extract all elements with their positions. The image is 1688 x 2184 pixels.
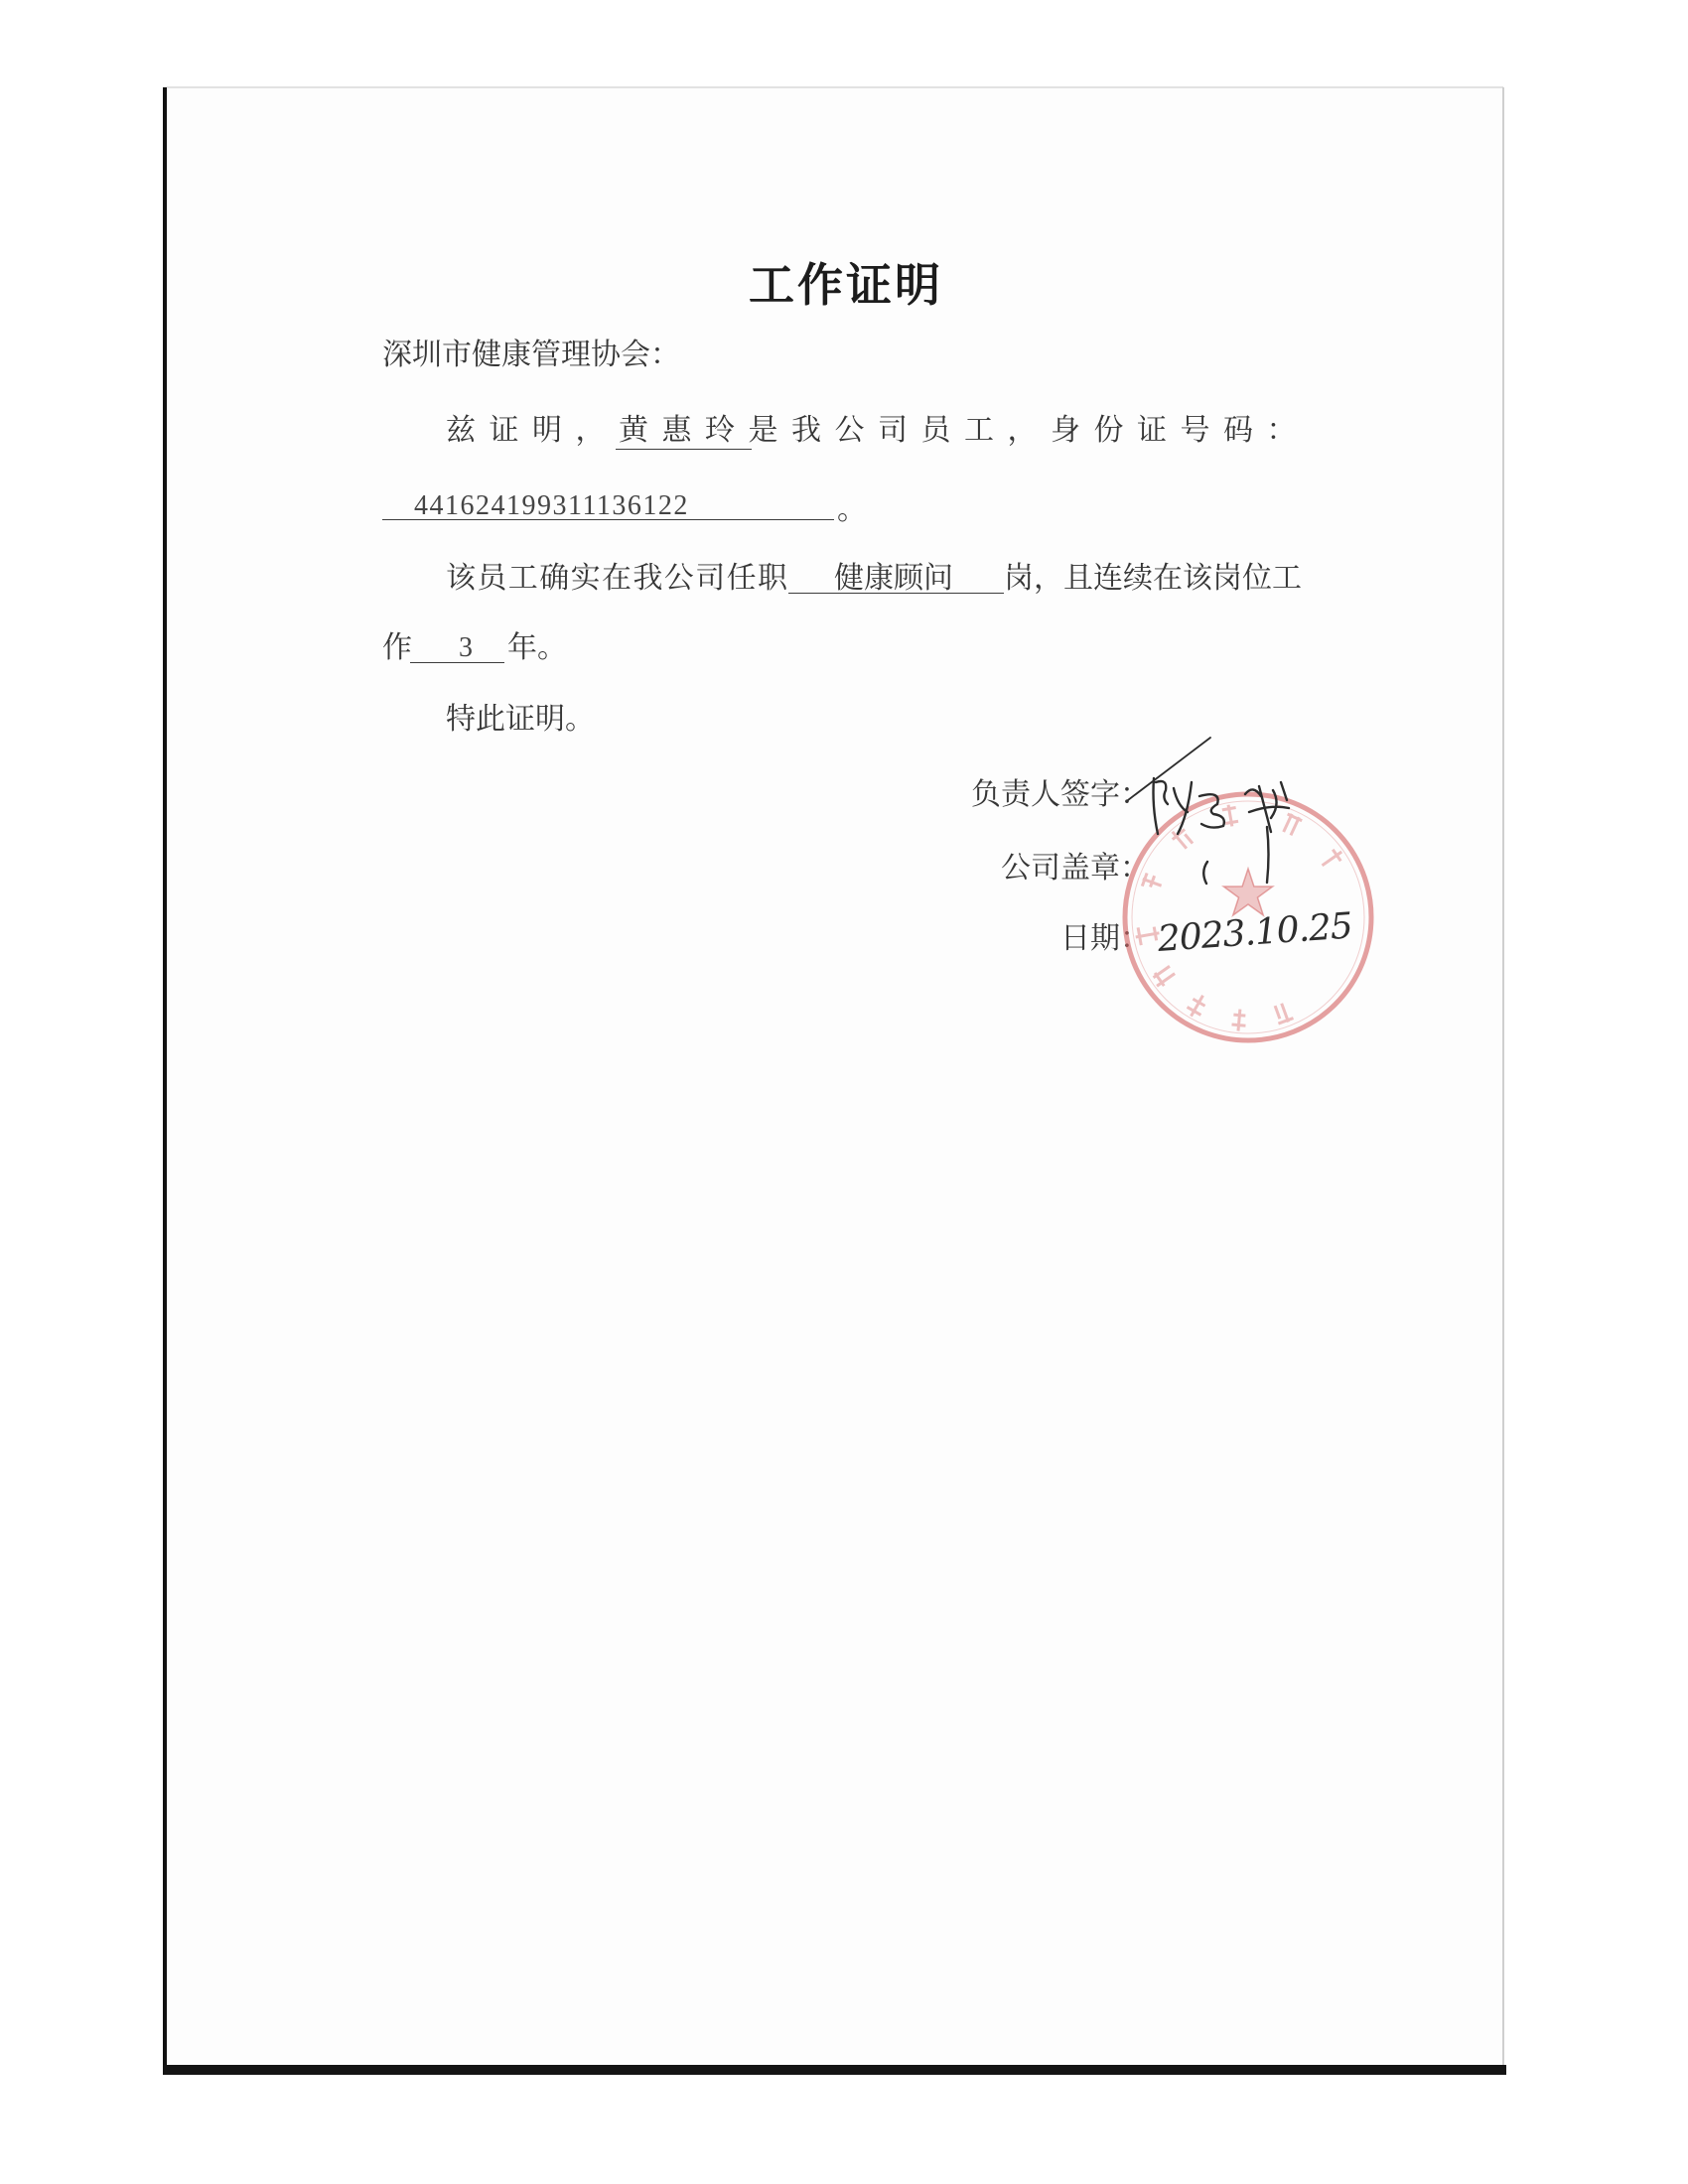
scan-edge-top <box>167 86 1503 88</box>
years-value: 3 <box>459 632 473 663</box>
scan-edge-left <box>163 87 167 2075</box>
years-underline <box>410 662 504 663</box>
id-number: 441624199311136122 <box>414 490 689 521</box>
certify-suffix: 是我公司员工，身份证号码： <box>748 414 1310 447</box>
signature-label: 负责人签字： <box>971 778 1150 811</box>
seal-label: 公司盖章： <box>1001 852 1150 885</box>
scan-edge-right <box>1502 87 1504 2066</box>
signature-stroke-2 <box>1174 782 1192 834</box>
signature-stroke-6 <box>1203 862 1207 884</box>
addressee: 深圳市健康管理协会： <box>382 339 680 371</box>
signature-stroke-3 <box>1199 794 1224 827</box>
closing-text: 特此证明。 <box>446 703 595 736</box>
signature-stroke-1 <box>1154 778 1169 834</box>
position-underline <box>788 593 1004 594</box>
certify-line <box>446 411 1310 451</box>
signature-slash-stroke <box>1128 738 1210 800</box>
signature-stroke-4 <box>1245 782 1289 832</box>
paper-sheet <box>166 87 1503 2066</box>
scan-edge-bottom <box>163 2065 1506 2075</box>
years-prefix: 作 <box>382 631 412 664</box>
date-label: 日期： <box>1060 922 1150 955</box>
employee-name: 黄惠玲 <box>619 414 749 447</box>
years-suffix: 年。 <box>507 631 567 664</box>
document-title: 工作证明 <box>749 260 943 311</box>
id-end-mark: 。 <box>837 493 867 526</box>
position-prefix: 该员工确实在我公司任职 <box>446 562 789 595</box>
certify-prefix: 兹证明， <box>446 414 619 447</box>
handwritten-signature <box>1122 735 1331 893</box>
signature-stroke-5 <box>1267 827 1269 883</box>
handwritten-date: 2023.10.25 <box>1156 905 1354 960</box>
position-value: 健康顾问 <box>834 562 953 595</box>
name-underline <box>616 449 752 450</box>
id-underline <box>382 519 834 520</box>
position-suffix: 岗，且连续在该岗位工 <box>1004 562 1302 595</box>
